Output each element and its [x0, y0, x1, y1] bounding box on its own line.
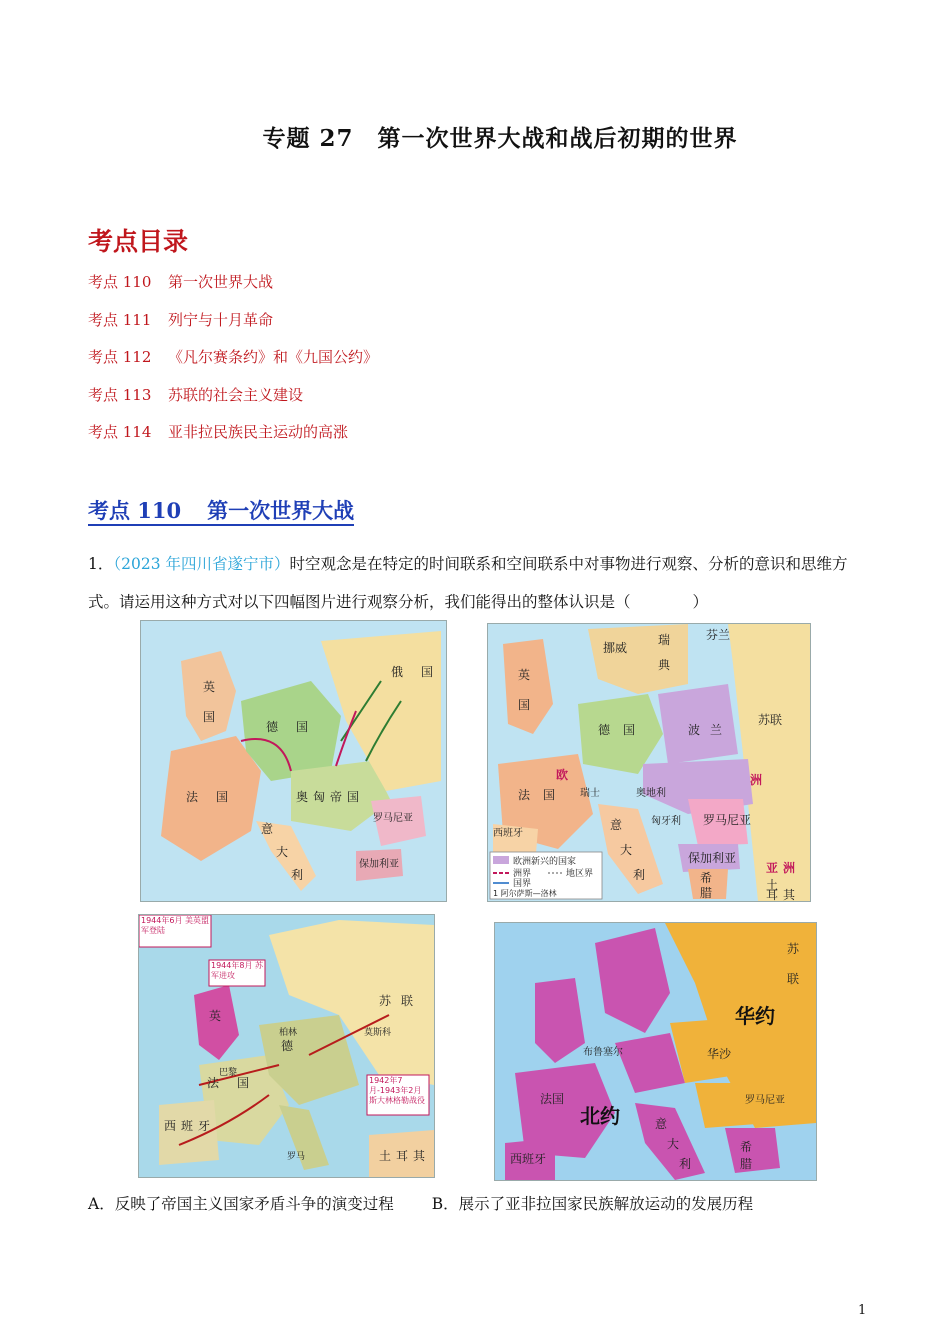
map2-label: 匈牙利	[651, 816, 681, 827]
map1-label: 意	[261, 822, 274, 836]
page-title: 专题 27 第一次世界大战和战后初期的世界	[262, 125, 738, 152]
map3-label: 联	[401, 994, 414, 1008]
map3-callout: 1944年8月 苏军进攻	[211, 961, 263, 980]
map-cold-war-europe	[494, 922, 817, 1181]
map2-legend-item: 国界	[513, 879, 532, 889]
map1-label: 国	[421, 665, 434, 679]
map3-label: 巴黎	[219, 1068, 238, 1078]
toc-item-114[interactable]	[88, 422, 378, 460]
map1-label: 奥	[296, 790, 309, 804]
toc-item-label: 亚非拉民族民主运动的高涨	[168, 423, 349, 441]
map2-label: 罗马尼亚	[703, 813, 752, 827]
map2-label: 瑞	[658, 633, 671, 647]
map2-label: 洲	[783, 861, 796, 875]
map4-label: 罗马尼亚	[745, 1095, 785, 1106]
map2-legend-item: 地区界	[566, 869, 594, 879]
map2-label: 国	[543, 788, 556, 802]
map4-label: 联	[787, 972, 800, 986]
map3-label: 土	[379, 1149, 392, 1163]
toc-item-code: 考点 112	[88, 348, 152, 366]
map2-label: 亚	[766, 861, 779, 875]
toc-item-code: 考点 111	[88, 310, 152, 329]
map3-label: 莫斯科	[364, 1028, 392, 1038]
toc-item-label: 《凡尔赛条约》和《九国公约》	[168, 348, 379, 366]
map4-bloc-label: 北约	[580, 1104, 620, 1128]
map2-legend-item: 洲界	[513, 869, 532, 879]
option-a[interactable]: A．反映了帝国主义国家矛盾斗争的演变过程	[88, 1195, 394, 1213]
map4-label: 大	[667, 1137, 680, 1151]
map4-label: 苏	[787, 942, 800, 956]
map1-label: 罗马尼亚	[373, 813, 413, 824]
map3-callout: 1942年7月-1943年2月 斯大林格勒战役	[369, 1076, 425, 1105]
answer-options	[88, 1192, 753, 1214]
map4-label: 法国	[540, 1092, 565, 1106]
map4-bloc-label: 华约	[735, 1004, 775, 1028]
map2-label: 土	[766, 878, 779, 892]
map3-label: 国	[237, 1076, 250, 1090]
map4-label: 意	[655, 1117, 668, 1131]
map1-label: 匈	[313, 790, 326, 804]
map1-label: 英	[203, 680, 216, 694]
toc-item-112[interactable]	[88, 347, 378, 385]
toc-item-label: 列宁与十月革命	[168, 310, 274, 329]
map2-label: 欧	[556, 768, 569, 782]
map1-label: 利	[291, 868, 304, 882]
map2-label: 兰	[710, 723, 723, 737]
option-b[interactable]: B．展示了亚非拉国家民族解放运动的发展历程	[431, 1195, 754, 1213]
map2-label: 国	[518, 698, 531, 712]
map4-label: 希	[740, 1140, 753, 1154]
map3-label: 法	[207, 1076, 220, 1090]
map4-label: 西班牙	[510, 1152, 547, 1166]
map2-label: 苏联	[758, 713, 783, 727]
map2-label: 德	[598, 723, 611, 737]
map4-label: 布鲁塞尔	[583, 1047, 623, 1058]
map2-label: 耳	[766, 888, 779, 901]
map1-label: 国	[296, 720, 309, 734]
map1-label: 俄	[391, 665, 404, 679]
toc-heading: 考点目录	[88, 227, 189, 256]
map-wwii-europe	[138, 914, 435, 1178]
map2-label: 大	[620, 843, 633, 857]
map2-label: 典	[658, 658, 671, 672]
map1-label: 德	[266, 720, 279, 734]
toc-item-111[interactable]	[88, 310, 378, 348]
map4-label: 腊	[740, 1157, 753, 1171]
toc-item-code: 考点 114	[88, 423, 152, 441]
toc-item-code: 考点 113	[88, 385, 152, 404]
map3-label: 英	[209, 1009, 222, 1023]
question-number: 1．	[88, 555, 114, 573]
map2-legend-item: 1 阿尔萨斯—洛林	[493, 889, 557, 898]
toc-item-110[interactable]	[88, 272, 378, 310]
map2-label: 英	[518, 668, 531, 682]
map2-label: 国	[623, 723, 636, 737]
map2-label: 挪威	[603, 641, 628, 655]
map2-label: 意	[610, 818, 623, 832]
map2-label: 保加利亚	[688, 851, 737, 865]
page-number: 1	[858, 1303, 867, 1318]
question-1	[88, 545, 868, 621]
map-postwar-europe	[487, 623, 811, 902]
map1-label: 帝	[330, 790, 343, 804]
map2-label: 波	[688, 723, 701, 737]
section-title: 第一次世界大战	[207, 498, 355, 523]
map3-label: 牙	[198, 1119, 211, 1133]
map3-label: 德	[281, 1039, 294, 1053]
map1-label: 国	[216, 790, 229, 804]
map3-label: 班	[181, 1119, 194, 1133]
map2-label: 奥地利	[636, 788, 666, 799]
map3-label: 苏	[379, 994, 392, 1008]
map3-label: 西	[164, 1119, 177, 1133]
map2-label: 瑞士	[580, 788, 600, 799]
question-source: （2023 年四川省遂宁市）	[113, 555, 290, 573]
map2-label: 腊	[700, 886, 713, 900]
map3-label: 其	[413, 1149, 426, 1163]
map2-label: 其	[783, 888, 796, 901]
map1-label: 法	[186, 790, 199, 804]
map2-label: 芬兰	[706, 628, 731, 642]
map2-label: 希	[700, 871, 713, 885]
map-wwi-europe	[140, 620, 447, 902]
map4-label: 华沙	[707, 1047, 732, 1061]
toc-item-label: 苏联的社会主义建设	[168, 385, 304, 404]
map4-label: 利	[679, 1157, 692, 1171]
map3-callout: 1944年6月 美英盟军登陆	[141, 916, 209, 935]
map3-label: 罗马	[287, 1152, 306, 1162]
section-code: 考点 110	[88, 498, 182, 523]
map2-label: 西班牙	[493, 828, 523, 839]
map1-label: 大	[276, 845, 289, 859]
map1-label: 保加利亚	[359, 859, 399, 870]
map3-label: 柏林	[279, 1028, 298, 1038]
map3-label: 耳	[396, 1149, 409, 1163]
map1-label: 国	[203, 710, 216, 724]
toc-item-label: 第一次世界大战	[168, 273, 274, 291]
question-text: 时空观念是在特定的时间联系和空间联系中对事物进行观察、分析的意识和思维方式。请运用这种方式对以下四幅图片进行观察分析，我们能得出的整体认识是（ ）	[88, 555, 848, 611]
map2-label: 法	[518, 788, 531, 802]
toc-item-113[interactable]	[88, 385, 378, 423]
map1-label: 国	[347, 790, 360, 804]
map2-label: 洲	[750, 773, 763, 787]
toc-item-code: 考点 110	[88, 273, 152, 291]
map2-legend-item: 欧洲新兴的国家	[513, 857, 577, 867]
map2-label: 利	[633, 868, 646, 882]
section-heading[interactable]	[88, 498, 354, 526]
toc-list	[88, 272, 378, 460]
